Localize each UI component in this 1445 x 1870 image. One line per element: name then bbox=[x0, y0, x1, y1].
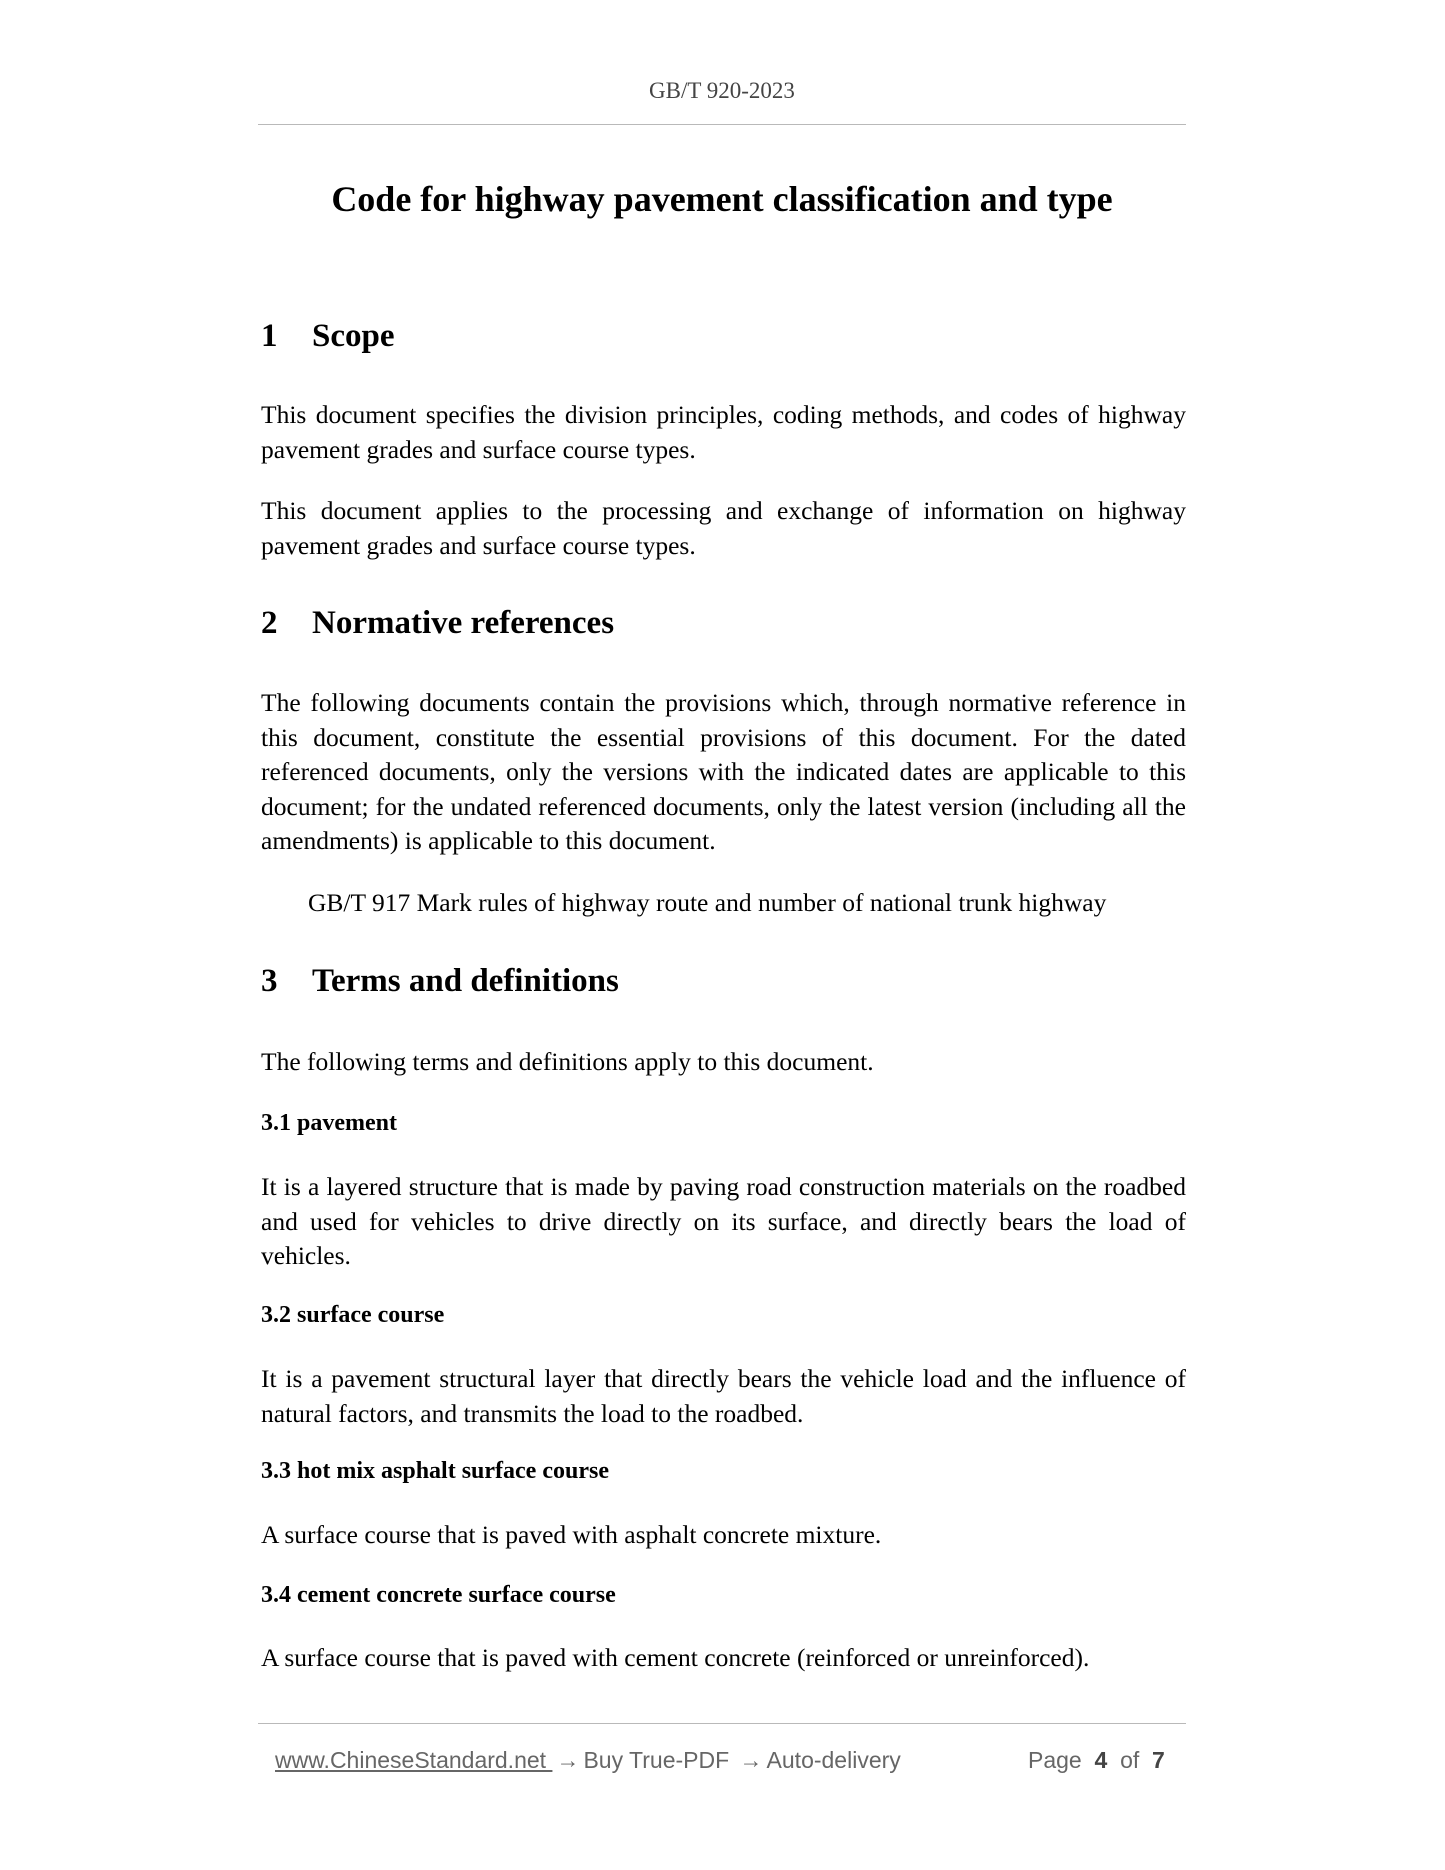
page-label: Page bbox=[1028, 1747, 1082, 1773]
term-3-4-definition: A surface course that is paved with cement concrete (reinforced or unreinforced). bbox=[261, 1643, 1090, 1672]
buy-pdf-text: Buy True-PDF bbox=[583, 1747, 730, 1773]
term-3-3-definition: A surface course that is paved with asphalt concrete mixture. bbox=[261, 1520, 882, 1549]
arrow-right-icon: → bbox=[739, 1747, 763, 1773]
document-title: Code for highway pavement classification and type bbox=[331, 179, 1113, 219]
section-title: Terms and definitions bbox=[312, 963, 619, 999]
footer-divider bbox=[258, 1723, 1186, 1724]
term-3-4-title: 3.4 cement concrete surface course bbox=[261, 1582, 616, 1608]
section-2-heading bbox=[261, 605, 614, 642]
header-divider bbox=[258, 124, 1186, 125]
website-link[interactable]: www.ChineseStandard.net bbox=[275, 1747, 553, 1773]
section-number: 2 bbox=[261, 605, 278, 641]
term-3-3-title: 3.3 hot mix asphalt surface course bbox=[261, 1458, 609, 1484]
page-indicator bbox=[1028, 1747, 1165, 1774]
arrow-right-icon: → bbox=[556, 1747, 580, 1773]
terms-intro: The following terms and definitions apply to this document. bbox=[261, 1047, 874, 1076]
of-label: of bbox=[1120, 1747, 1140, 1773]
term-3-2-definition: It is a pavement structural layer that directly bears the vehicle load and the influence of natural factors, and transmits the load to the roadbed. bbox=[261, 1364, 1186, 1428]
section-title: Scope bbox=[312, 318, 395, 354]
section-1-heading bbox=[261, 318, 395, 355]
scope-paragraph-1: This document specifies the division principles, coding methods, and codes of highway pavement grades and surface course types. bbox=[261, 400, 1186, 464]
footer-promo bbox=[275, 1747, 901, 1774]
current-page-number: 4 bbox=[1094, 1747, 1108, 1773]
section-title: Normative references bbox=[312, 605, 615, 641]
section-3-heading bbox=[261, 963, 619, 1000]
term-3-1-definition: It is a layered structure that is made by paving road construction materials on the roadbed and used for vehicles to drive directly on its surface, and directly bears the load of vehicles. bbox=[261, 1172, 1186, 1270]
section-number: 3 bbox=[261, 963, 278, 999]
section-number: 1 bbox=[261, 318, 278, 354]
term-3-2-title: 3.2 surface course bbox=[261, 1302, 445, 1328]
auto-delivery-text: Auto-delivery bbox=[766, 1747, 901, 1773]
total-pages-number: 7 bbox=[1152, 1747, 1165, 1773]
document-code-header: GB/T 920-2023 bbox=[649, 78, 795, 103]
scope-paragraph-2: This document applies to the processing and exchange of information on highway pavement grades and surface course types. bbox=[261, 496, 1186, 560]
term-3-1-title: 3.1 pavement bbox=[261, 1110, 397, 1136]
normative-paragraph: The following documents contain the provisions which, through normative reference in this document, constitute the essential provisions of this document. For the dated referenced documents, only the versions with the indicated dates are applicable to this document; for the undated referenced documents, only the latest version (including all the amendments) is applicable to this document. bbox=[261, 688, 1186, 855]
normative-reference-item: GB/T 917 Mark rules of highway route and number of national trunk highway bbox=[308, 888, 1107, 917]
